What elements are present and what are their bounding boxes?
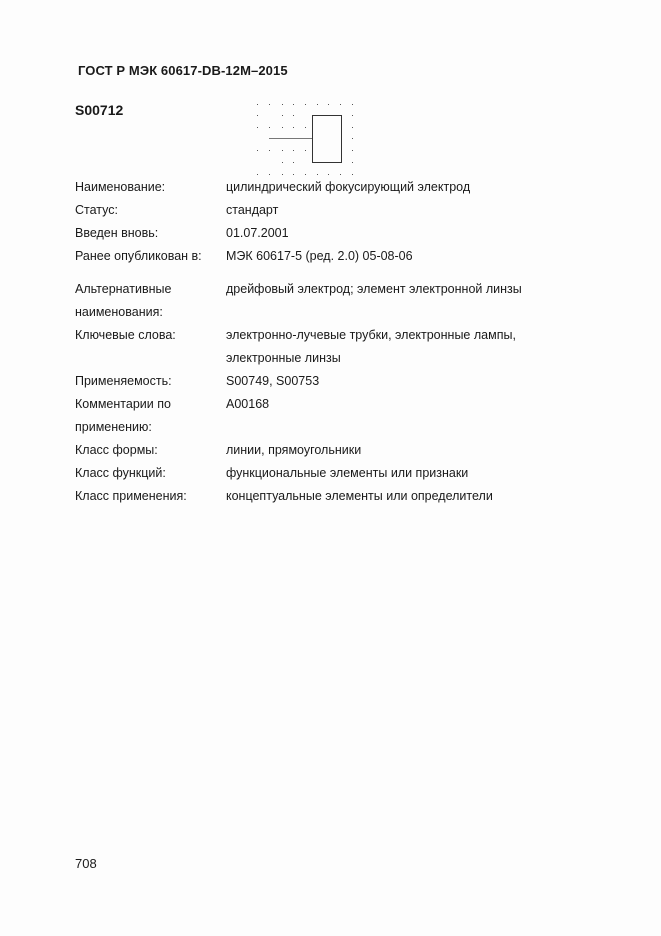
field-label: Комментарии по [75,397,171,411]
field-label: Применяемость: [75,374,172,388]
field-applicability [75,370,556,393]
page-number: 708 [75,856,97,871]
field-keywords [75,324,556,370]
electrode-symbol-icon [250,98,360,178]
field-value: дрейфовый электрод; элемент электронной линзы [226,282,522,296]
field-label: Класс применения: [75,489,187,503]
field-application-class [75,485,556,508]
field-value: МЭК 60617-5 (ред. 2.0) 05-08-06 [226,249,413,263]
field-function-class [75,462,556,485]
field-label: Класс функций: [75,466,166,480]
field-label: Введен вновь: [75,226,159,240]
field-value: концептуальные элементы или определители [226,489,493,503]
field-alternative-names [75,278,556,324]
field-application-notes [75,393,556,439]
field-label: Ключевые слова: [75,328,176,342]
field-label: Альтернативные [75,282,172,296]
field-value: 01.07.2001 [226,226,289,240]
field-value: стандарт [226,203,279,217]
field-value: цилиндрический фокусирующий электрод [226,180,471,194]
electrode-rectangle [313,116,342,163]
field-value-continued: электронные линзы [226,351,341,365]
document-header: ГОСТ Р МЭК 60617-DB-12M–2015 [78,63,288,78]
field-label: Статус: [75,203,118,217]
field-status [75,199,556,222]
symbol-id: S00712 [75,102,124,118]
field-introduced [75,222,556,245]
field-value: линии, прямоугольники [226,443,362,457]
field-value: S00749, S00753 [226,374,320,388]
field-label-continued: наименования: [75,305,163,319]
field-label: Наименование: [75,180,166,194]
field-label: Ранее опубликован в: [75,249,202,263]
field-value: электронно-лучевые трубки, электронные лампы, [226,328,516,342]
field-value: A00168 [226,397,270,411]
field-name [75,176,556,199]
field-value: функциональные элементы или признаки [226,466,469,480]
field-label-continued: применению: [75,420,152,434]
field-previously-published [75,245,556,268]
field-label: Класс формы: [75,443,158,457]
field-shape-class [75,439,556,462]
grid-dots [257,104,353,175]
